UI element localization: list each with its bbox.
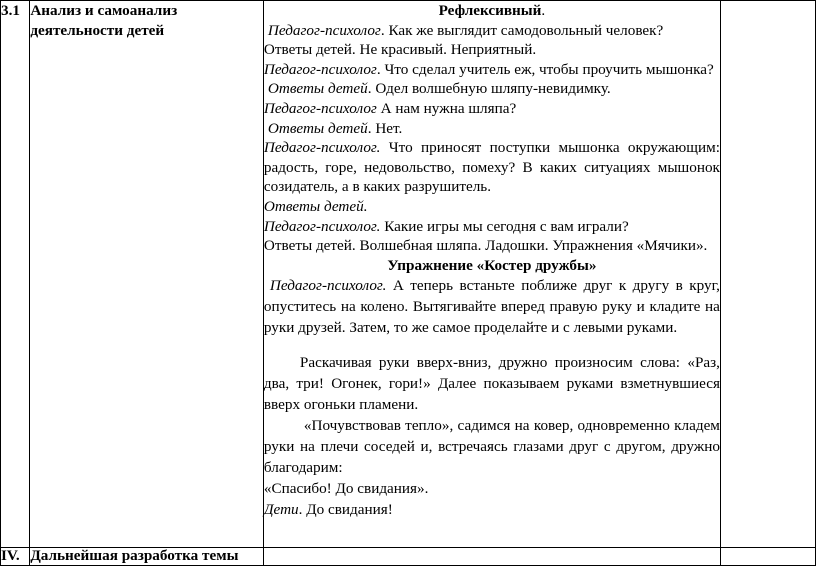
speaker: Педагог-психолог (263, 99, 377, 117)
speaker: Ответы детей (267, 80, 368, 98)
line-text: . Нет. (367, 119, 403, 137)
speaker: Педагог-психолог (267, 21, 381, 39)
dialogue-line (264, 79, 720, 99)
dialogue-line (264, 40, 720, 60)
paragraph: Раскачивая руки вверх-вниз, дружно произносим слова: «Раз, два, три! Огонек, гори!» Далее показываем руками взметнувшиеся вверх огоньки пламени. (263, 354, 720, 414)
row-title: Анализ и самоанализ деятельности детей (30, 1, 264, 548)
row-number: IV. (1, 548, 30, 566)
row-number: 3.1 (1, 1, 30, 548)
speaker: Педагог-психолог (263, 60, 377, 78)
row-title: Дальнейшая разработка темы (30, 548, 264, 566)
line-text: . Как же выглядит самодовольный человек? (380, 21, 664, 39)
dialogue-line (264, 236, 720, 256)
table-row (1, 548, 816, 566)
speaker: Педагог-психолог. (263, 217, 381, 235)
line-text: Что приносят поступки мышонка окружающим: радость, горе, недовольство, помеху? В каких ситуациях мышонок созидатель, а в каких разрушитель. (263, 139, 720, 196)
heading-text: Рефлексивный (438, 2, 542, 19)
paragraph-text: А теперь встаньте поближе друг к другу в круг, опуститесь на колено. Вытягивайте вперед правую руку и кладите на руки друзей. Затем, то же самое проделайте и с левыми руками. (263, 277, 720, 337)
speaker: Педагог-психолог. (263, 139, 381, 157)
dialogue-line (264, 21, 720, 41)
speaker: Ответы детей. (263, 197, 368, 215)
speaker: Дети (263, 501, 299, 519)
section-heading-reflexive (264, 1, 720, 21)
line-text: А нам нужна шляпа? (376, 99, 517, 117)
line-text: Ответы детей. Волшебная шляпа. Ладошки. Упражнения «Мячики». (263, 237, 708, 255)
paragraph-text: . До свидания! (298, 501, 393, 519)
dialogue-line (264, 99, 720, 119)
empty-cell (720, 1, 815, 548)
content-cell (263, 548, 720, 566)
dialogue-line (264, 197, 720, 217)
paragraph: «Спасибо! До свидания». (263, 480, 429, 498)
section-heading-exercise: Упражнение «Костер дружбы» (387, 256, 597, 274)
dialogue-line (264, 60, 720, 80)
line-text: Ответы детей. Не красивый. Неприятный. (263, 41, 537, 59)
heading-dot: . (541, 2, 546, 19)
speaker: Ответы детей (267, 119, 368, 137)
line-text: Какие игры мы сегодня с вам играли? (380, 217, 629, 235)
paragraph: «Почувствовав тепло», садимся на ковер, одновременно кладем руки на плечи соседей и, встречаясь глазами друг с другом, дружно благодарим: (263, 417, 720, 477)
paragraph (264, 275, 720, 338)
table-row (1, 1, 816, 548)
dialogue-line (264, 119, 720, 139)
paragraph (264, 499, 720, 520)
dialogue-line (264, 138, 720, 197)
speaker: Педагог-психолог. (269, 277, 387, 295)
empty-cell (720, 548, 815, 566)
line-text: . Одел волшебную шляпу-невидимку. (367, 80, 611, 98)
line-text: . Что сделал учитель еж, чтобы проучить мышонка? (376, 60, 714, 78)
dialogue-line (264, 217, 720, 237)
content-cell (263, 1, 720, 548)
